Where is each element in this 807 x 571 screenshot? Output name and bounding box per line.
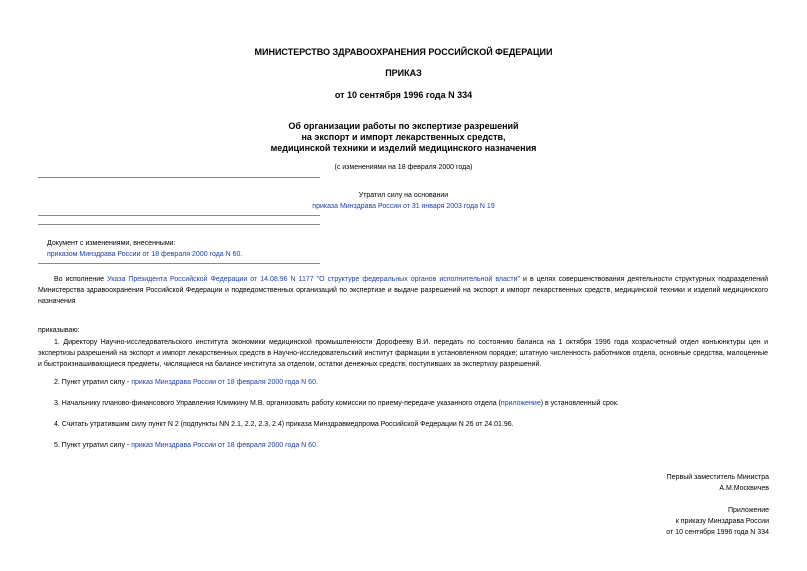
- item-4: 4. Считать утратившим силу пункт N 2 (подпункты NN 2.1, 2.2, 2.3, 2.4) приказа Минздравмедпрома Российской Федерации N 26 от 24.01.96.: [54, 421, 514, 428]
- lost-force-link[interactable]: приказа Минздрава России от 31 января 2003 года N 19: [312, 203, 495, 210]
- decree-link[interactable]: Указа Президента Российской Федерации от 14.08.96 N 1177 "О структуре федеральных органов исполнительной власти": [107, 276, 520, 283]
- item-3-suffix: ) в установленный срок.: [540, 400, 619, 407]
- appendix-title: Приложение: [727, 507, 769, 514]
- divider: [38, 263, 320, 264]
- doc-type: ПРИКАЗ: [385, 68, 422, 78]
- signature-position: Первый заместитель Министра: [666, 474, 769, 481]
- doc-title-line: Об организации работы по экспертизе разрешений: [288, 121, 519, 131]
- item-3-prefix: 3. Начальнику планово-финансового Управления Климкину М.В. организовать работу комиссии по приему-передаче указанного отдела (: [54, 400, 501, 407]
- item-2-prefix: 2. Пункт утратил силу -: [54, 379, 130, 386]
- amendments-link[interactable]: приказом Минздрава России от 18 февраля 2000 года N 60.: [47, 251, 243, 258]
- doc-title: [0, 121, 807, 154]
- preamble: [38, 274, 768, 307]
- item-5-prefix: 5. Пункт утратил силу -: [54, 442, 130, 449]
- lost-force-label: Утратил силу на основании: [358, 192, 449, 199]
- amended-note: (с изменениями на 18 февраля 2000 года): [334, 164, 473, 171]
- amendments-label: Документ с изменениями, внесенными:: [47, 240, 176, 247]
- item-2: [54, 377, 318, 388]
- doc-title-line: медицинской техники и изделий медицинского назначения: [270, 143, 537, 153]
- item-3: [54, 398, 619, 409]
- preamble-rest: и в целях совершенствования деятельности структурных подразделений Министерства здравоохранения Российской Федерации и подведомственных организаций по экспертизе и выдаче разрешений на экспорт и импорт лекарственных средств, медицинской техники и изделий медицинского назначения: [38, 276, 768, 305]
- preamble-prefix: Во исполнение: [54, 276, 105, 283]
- signature-name: А.М.Москвичев: [719, 485, 769, 492]
- divider: [38, 215, 320, 216]
- appendix-to: к приказу Минздрава России: [675, 518, 769, 525]
- item-2-link[interactable]: приказ Минздрава России от 18 февраля 2000 года N 60.: [131, 379, 318, 386]
- item-5: [54, 440, 318, 451]
- divider: [38, 224, 320, 225]
- item-1: 1. Директору Научно-исследовательского института экономики медицинской промышленности Дорофееву В.И. передать по состоянию баланса на 1 октября 1996 года хозрасчетный отдел конъюнктуры цен и экспертизы разрешений на экспорт и импорт лекарственных средств в Научно-исследовательский институт фармации в установленном порядке; штатную численность работников отдела, основные средства, малоценные и быстроизнашивающиеся предметы, числящиеся на балансе института за отделом, остатки денежных средств, поступивших за экспертизу разрешений.: [38, 339, 768, 368]
- appendix-link[interactable]: приложение: [500, 400, 541, 407]
- doc-title-line: на экспорт и импорт лекарственных средств,: [301, 132, 506, 142]
- divider: [38, 177, 320, 178]
- item-5-link[interactable]: приказ Минздрава России от 18 февраля 2000 года N 60.: [131, 442, 318, 449]
- appendix-date: от 10 сентября 1996 года N 334: [666, 529, 769, 536]
- ministry-title: МИНИСТЕРСТВО ЗДРАВООХРАНЕНИЯ РОССИЙСКОЙ ФЕДЕРАЦИИ: [254, 47, 553, 57]
- order-word: приказываю:: [38, 327, 80, 334]
- doc-date: от 10 сентября 1996 года N 334: [334, 90, 473, 100]
